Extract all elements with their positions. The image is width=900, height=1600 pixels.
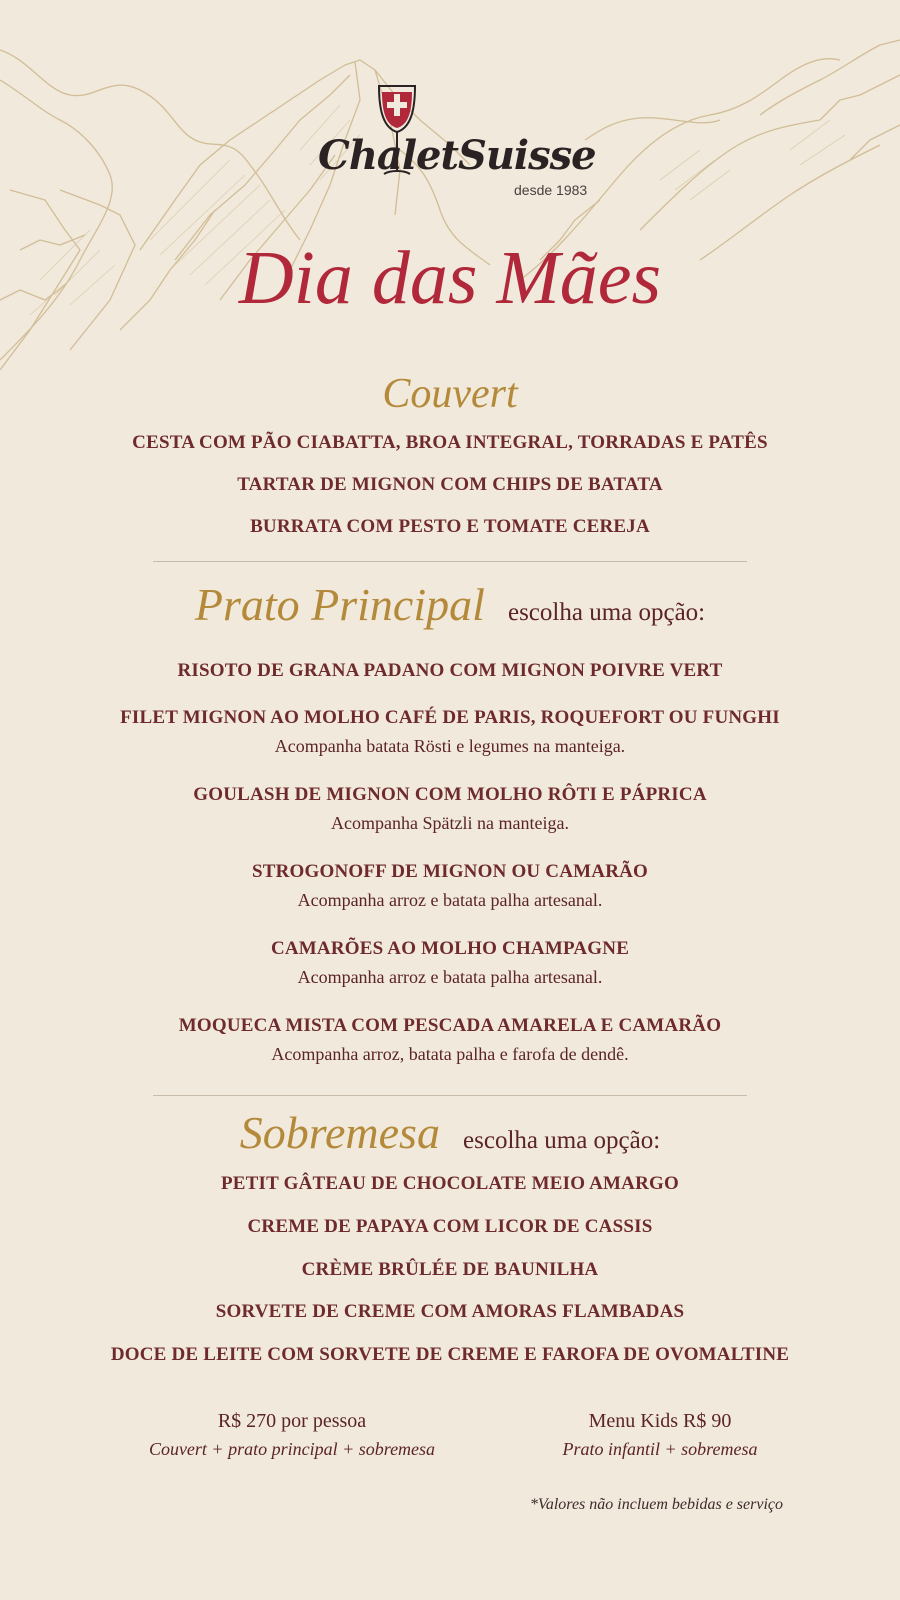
dessert-choose-label: escolha uma opção: [463, 1127, 661, 1154]
pricing-note: *Valores não incluem bebidas e serviço [529, 1496, 783, 1513]
kids-price-desc: Prato infantil + sobremesa [562, 1439, 758, 1459]
dessert-item: SORVETE DE CREME COM AMORAS FLAMBADAS [215, 1301, 685, 1322]
couvert-item: CESTA COM PÃO CIABATTA, BROA INTEGRAL, TORRADAS E PATÊS [132, 432, 768, 453]
adult-price: R$ 270 por pessoa [217, 1410, 367, 1432]
main-item: GOULASH DE MIGNON COM MOLHO RÔTI E PÁPRICA [193, 784, 707, 805]
main-item-desc: Acompanha Spätzli na manteiga. [331, 813, 569, 833]
couvert-heading: Couvert [382, 371, 518, 417]
main-item-desc: Acompanha batata Rösti e legumes na manteiga. [274, 736, 626, 756]
dessert-heading: Sobremesa [239, 1107, 440, 1158]
main-item-desc: Acompanha arroz e batata palha artesanal. [297, 967, 603, 987]
couvert-item: TARTAR DE MIGNON COM CHIPS DE BATATA [237, 474, 663, 495]
kids-price-block [520, 1410, 800, 1460]
main-choose-label: escolha uma opção: [507, 599, 706, 626]
dessert-item: CRÈME BRÛLÉE DE BAUNILHA [301, 1259, 599, 1280]
dessert-item: PETIT GÂTEAU DE CHOCOLATE MEIO AMARGO [220, 1173, 679, 1194]
main-item-desc: Acompanha arroz, batata palha e farofa de dendê. [271, 1044, 629, 1064]
main-item: CAMARÕES AO MOLHO CHAMPAGNE [270, 938, 630, 959]
page-title: Dia das Mães [238, 236, 662, 320]
main-heading-row [0, 579, 900, 630]
main-heading: Prato Principal [194, 579, 485, 630]
brand-name: ChaletSuisse [318, 132, 596, 179]
couvert-item: BURRATA COM PESTO E TOMATE CEREJA [250, 516, 650, 537]
kids-price: Menu Kids R$ 90 [588, 1410, 732, 1432]
main-item: RISOTO DE GRANA PADANO COM MIGNON POIVRE VERT [177, 660, 723, 681]
dessert-item: CREME DE PAPAYA COM LICOR DE CASSIS [247, 1216, 653, 1237]
brand-since: desde 1983 [514, 182, 588, 198]
dessert-item: DOCE DE LEITE COM SORVETE DE CREME E FAROFA DE OVOMALTINE [110, 1344, 790, 1365]
main-item: FILET MIGNON AO MOLHO CAFÉ DE PARIS, ROQUEFORT OU FUNGHI [120, 707, 780, 728]
section-divider [153, 561, 747, 562]
restaurant-logo [310, 82, 600, 207]
adult-price-desc: Couvert + prato principal + sobremesa [148, 1439, 436, 1459]
adult-price-block [112, 1410, 472, 1460]
main-item-desc: Acompanha arroz e batata palha artesanal. [297, 890, 603, 910]
main-item: MOQUECA MISTA COM PESCADA AMARELA E CAMARÃO [178, 1015, 722, 1036]
section-divider [153, 1095, 747, 1096]
main-item: STROGONOFF DE MIGNON OU CAMARÃO [251, 861, 649, 882]
dessert-heading-row [0, 1107, 900, 1158]
